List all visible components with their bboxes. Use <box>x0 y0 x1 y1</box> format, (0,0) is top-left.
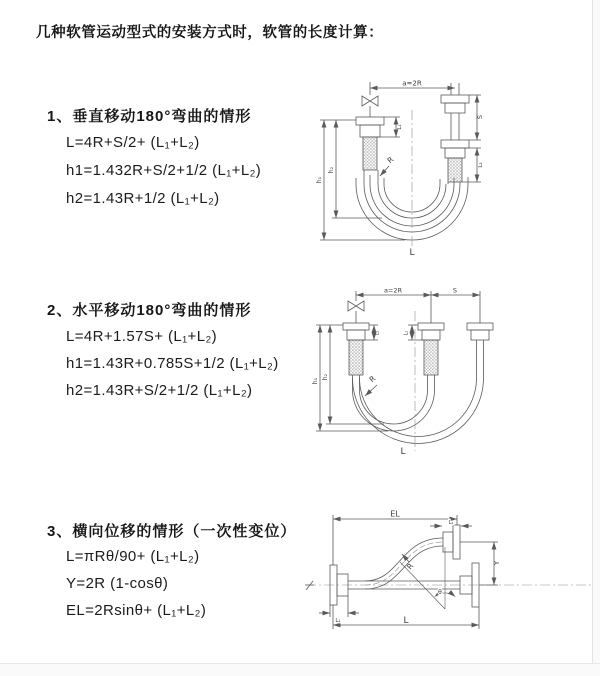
d2-label-a2r: a=2R <box>383 286 403 295</box>
d3-label-el: EL <box>390 509 400 519</box>
d1-label-l2: L₂ <box>478 162 484 168</box>
d2-label-l2: L₂ <box>403 330 410 336</box>
diagram-vertical-180-bend <box>310 72 590 257</box>
d3-dim-l1 <box>319 596 359 617</box>
d1-label-r: R <box>385 154 396 166</box>
section2-heading: 2、水平移动180°弯曲的情形 <box>47 302 252 319</box>
d3-label-r: R <box>404 561 416 572</box>
diagram-horizontal-180-bend <box>308 283 600 458</box>
d2-left-braid <box>349 340 363 375</box>
section1-formula-length: L=4R+S/2+ (L₁+L₂) <box>66 134 200 151</box>
d3-upper-right-flange <box>443 525 460 559</box>
section3-formula-length: L=πRθ/90+ (L₁+L₂) <box>66 548 200 565</box>
section2-formula-length: L=4R+1.57S+ (L₁+L₂) <box>66 328 218 345</box>
page-edge-right <box>592 0 600 675</box>
d1-label-h1: h₁ <box>316 176 323 184</box>
d1-left-braid <box>363 137 377 170</box>
d2-middle-braid <box>424 340 438 375</box>
section3-heading: 3、横向位移的情形（一次性变位） <box>47 523 297 540</box>
page-edge-bottom <box>0 663 600 676</box>
section2-formula-h2: h2=1.43R+S/2+1/2 (L₁+L₂) <box>66 382 253 399</box>
d3-label-l2: L₂ <box>448 520 454 526</box>
d2-flanges <box>343 323 493 340</box>
d1-label-l1: L₁ <box>397 124 403 130</box>
d2-dim-top <box>356 291 480 323</box>
d2-hose-arcs <box>353 340 484 444</box>
section1-heading: 1、垂直移动180°弯曲的情形 <box>47 108 252 125</box>
section1-formula-h1: h1=1.432R+S/2+1/2 (L₁+L₂) <box>66 162 262 179</box>
d1-label-a2r: a=2R <box>402 79 422 88</box>
d3-label-theta: θ <box>438 589 442 596</box>
d1-radius-leader <box>380 166 389 176</box>
section3-formula-el: EL=2Rsinθ+ (L₁+L₂) <box>66 602 207 619</box>
d3-dim-el <box>333 515 457 565</box>
d2-radius-leader <box>365 385 377 396</box>
d3-label-l1: L₁ <box>335 618 341 624</box>
d2-valve-icon <box>348 301 364 323</box>
d2-label-h1: h₁ <box>312 377 319 385</box>
d2-label-l1: L₁ <box>374 330 381 336</box>
d1-label-s: S <box>476 114 484 120</box>
section2-formula-h1: h1=1.43R+0.785S+1/2 (L₁+L₂) <box>66 355 279 372</box>
page-title: 几种软管运动型式的安装方式时，软管的长度计算： <box>36 25 384 41</box>
d3-break-mark <box>305 581 314 590</box>
d2-label-l: L <box>400 447 406 457</box>
section1-formula-h2: h2=1.43R+1/2 (L₁+L₂) <box>66 190 220 207</box>
d1-right-pipe <box>441 83 469 182</box>
d1-left-flange <box>356 117 384 137</box>
d3-label-l: L <box>403 616 409 626</box>
d2-label-h2: h₂ <box>322 373 329 381</box>
d1-label-l: L <box>409 248 415 258</box>
d1-label-h2: h₂ <box>328 166 335 174</box>
d2-label-r: R <box>367 373 378 385</box>
d3-label-y: Y <box>493 560 501 566</box>
d3-angle-construction <box>400 547 455 609</box>
d1-dim-h <box>320 120 405 240</box>
section3-formula-y: Y=2R (1-cosθ) <box>66 575 169 592</box>
diagram-lateral-displacement <box>300 505 600 640</box>
d2-label-s: S <box>452 286 458 295</box>
d1-valve-icon <box>362 96 378 117</box>
